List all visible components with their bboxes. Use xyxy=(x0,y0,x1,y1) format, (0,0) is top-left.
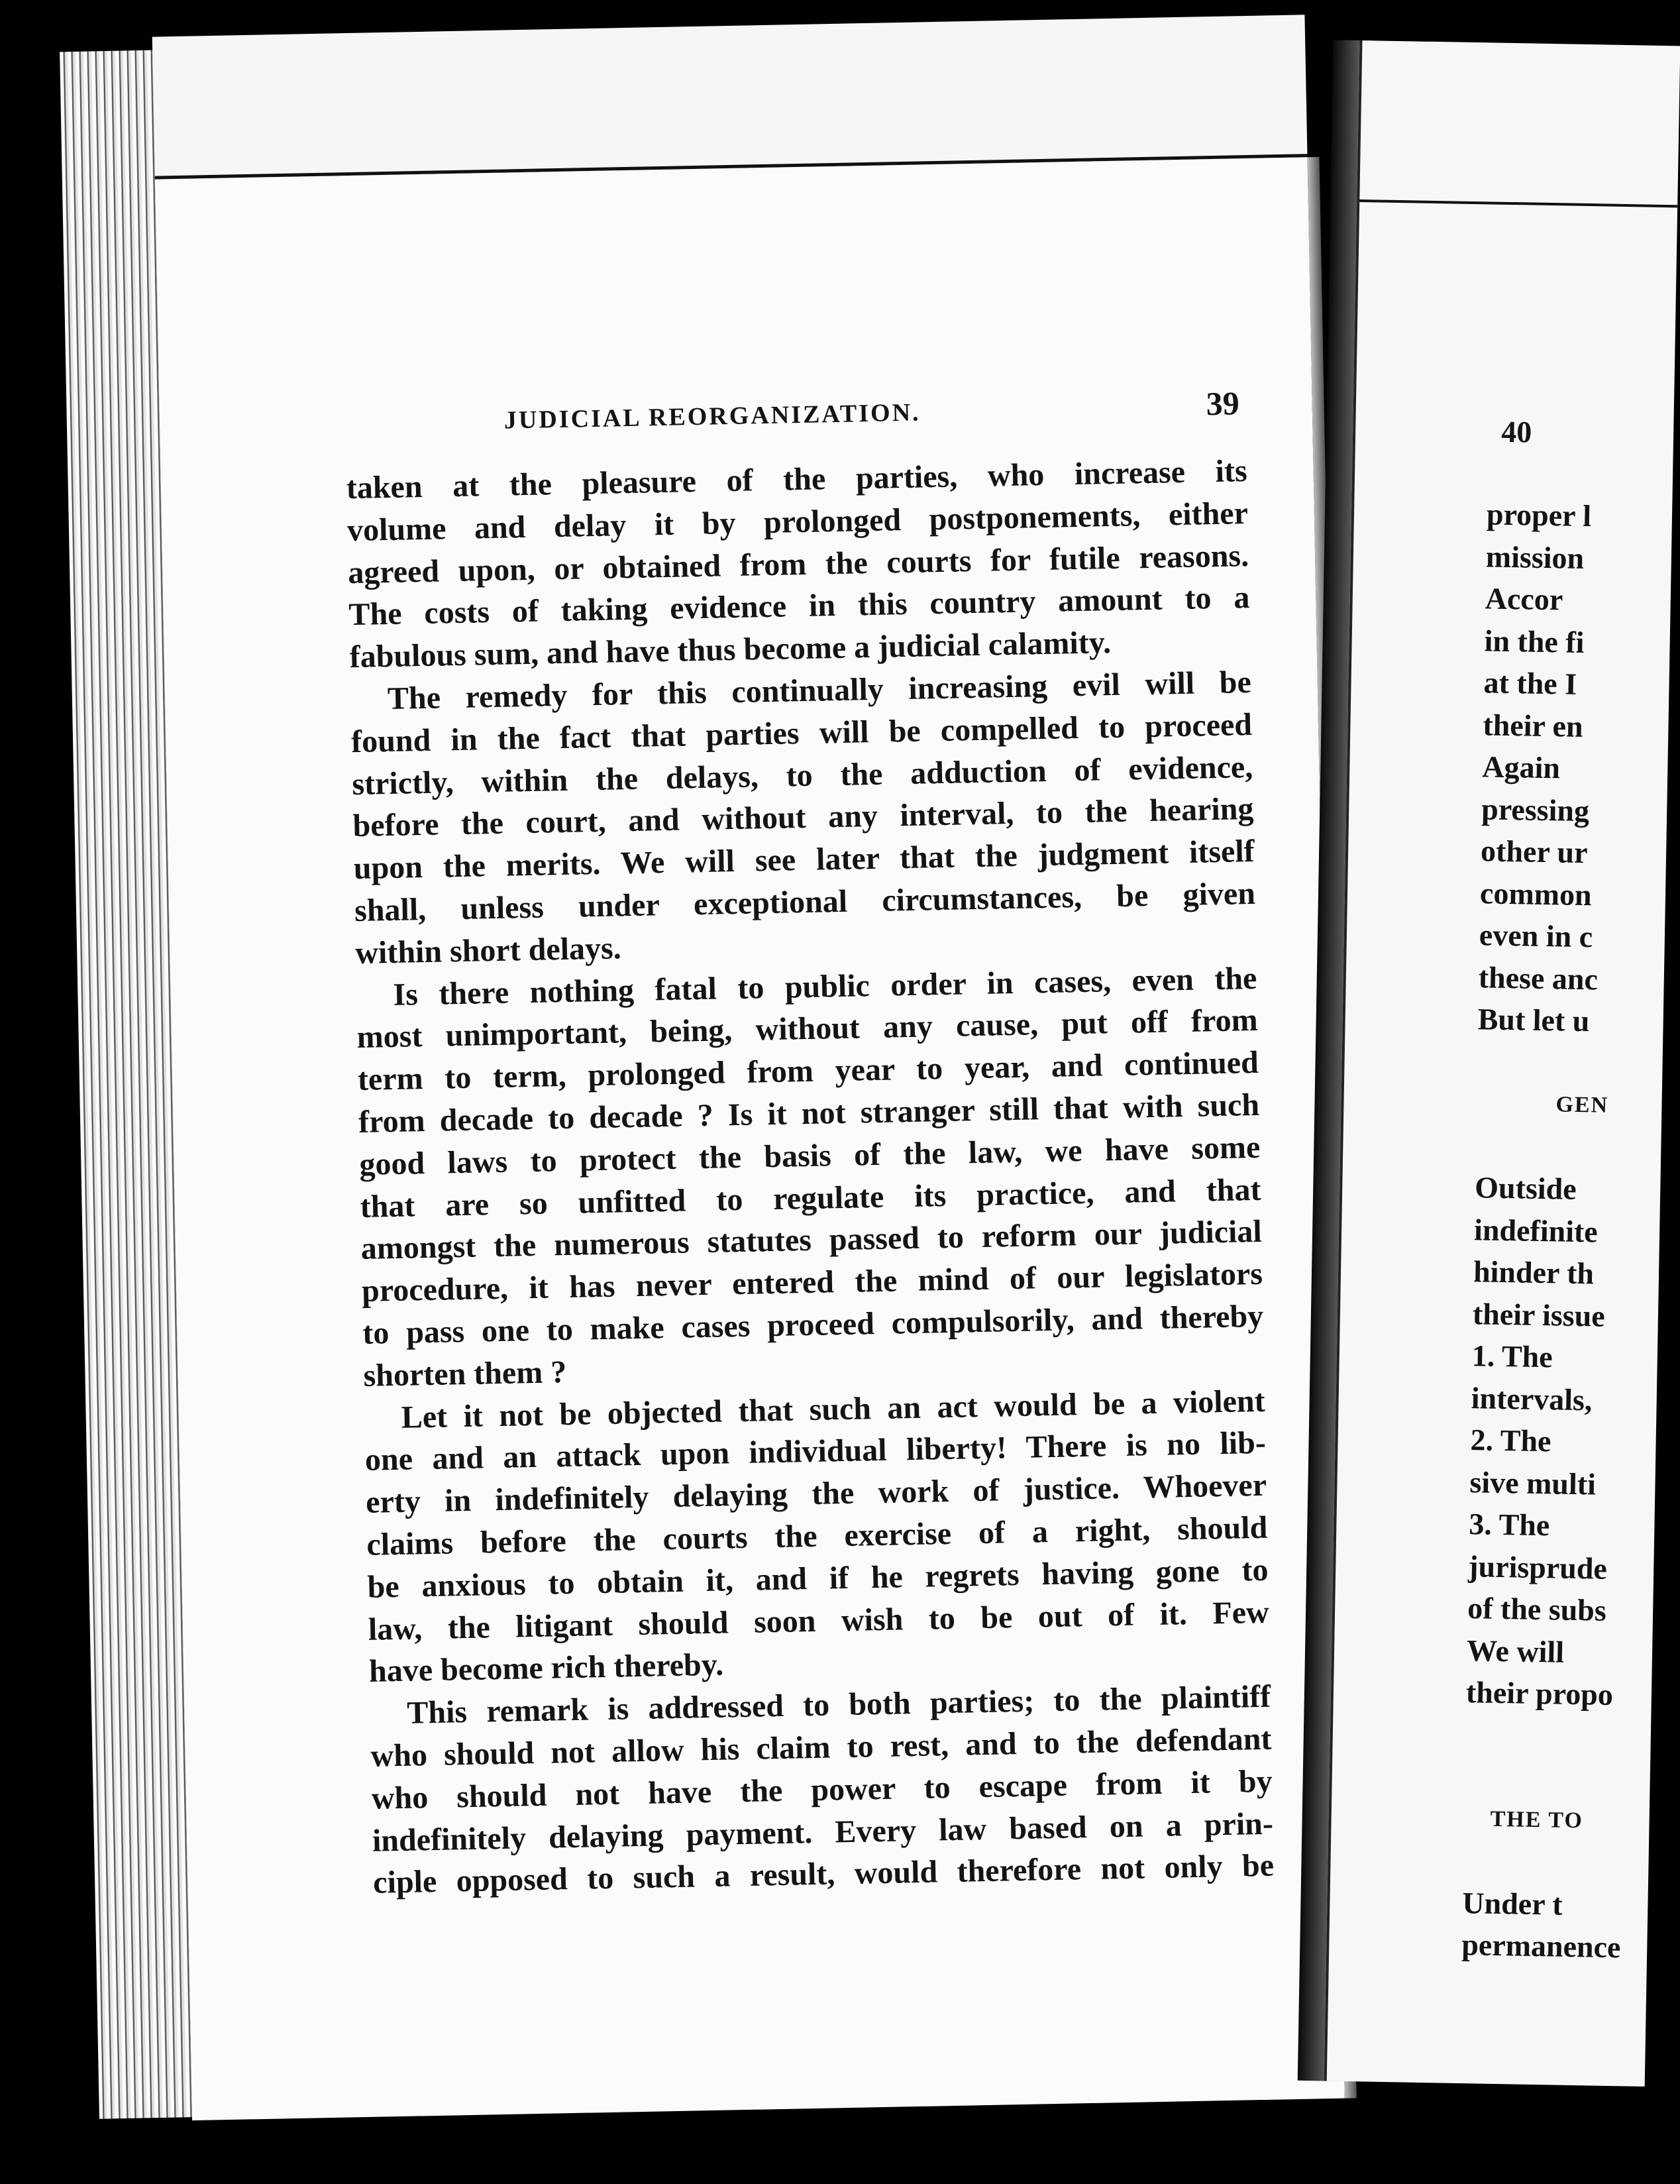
right-page-number: 40 xyxy=(1500,414,1532,449)
text-line: Under t xyxy=(1462,1885,1563,1922)
section-heading: GEN xyxy=(1555,1092,1609,1118)
running-head xyxy=(159,382,1312,451)
text-line: Outside xyxy=(1474,1170,1577,1206)
text-line: term to term, prolonged from year to year, and continued xyxy=(357,1045,1259,1098)
text-line: permanence xyxy=(1461,1928,1621,1965)
right-body-text xyxy=(1461,493,1673,1969)
text-line: sive multi xyxy=(1469,1464,1597,1501)
text-line: Accor xyxy=(1485,581,1563,617)
text-line: have become rich thereby. xyxy=(368,1647,724,1690)
line-spacer xyxy=(1463,1839,1649,1884)
text-line: one and an attack upon individual liberty! There is no lib- xyxy=(364,1425,1267,1478)
text-line: 1. The xyxy=(1471,1338,1553,1374)
text-line: agreed upon, or obtained from the courts for futile reasons. xyxy=(347,537,1249,590)
text-line: to pass one to make cases proceed compulsorily, and thereby xyxy=(362,1298,1264,1351)
text-line: that are so unfitted to regulate its practice, and that xyxy=(360,1172,1261,1225)
text-line: jurisprude xyxy=(1467,1549,1608,1586)
text-line: Let it not be objected that such an act would be a violent xyxy=(401,1383,1266,1435)
top-slip xyxy=(152,15,1308,179)
text-line: 2. The xyxy=(1470,1423,1551,1458)
text-line: claims before the courts the exercise of a right, should xyxy=(366,1509,1268,1562)
text-line: at the I xyxy=(1483,665,1577,701)
text-line: these anc xyxy=(1478,959,1599,996)
text-line: law, the litigant should soon wish to be out of it. Few xyxy=(368,1594,1270,1647)
text-line: shorten them ? xyxy=(363,1354,567,1393)
text-line: amongst the numerous statutes passed to reform our judicial xyxy=(360,1214,1263,1267)
body-text xyxy=(346,450,1274,1904)
text-line: This remark is addressed to both parties; to the plaintiff xyxy=(406,1678,1271,1731)
left-page-sheet xyxy=(60,15,1345,2139)
section-heading: THE TO xyxy=(1490,1806,1584,1833)
text-line: The costs of taking evidence in this country amount to a xyxy=(348,580,1250,633)
text-line: taken at the pleasure of the parties, who increase its xyxy=(346,453,1248,506)
text-line: volume and delay it by prolonged postponements, either xyxy=(346,495,1249,548)
right-page xyxy=(1324,40,1680,2087)
text-line: before the court, and without any interval, to the hearing xyxy=(352,791,1254,844)
text-line: But let u xyxy=(1477,1002,1590,1038)
text-line: their propo xyxy=(1465,1675,1614,1712)
line-spacer xyxy=(1475,1124,1661,1170)
text-line: procedure, it has never entered the mind of our legislators xyxy=(361,1256,1263,1309)
text-line: mission xyxy=(1485,539,1585,575)
text-line: upon the merits. We will see later that the judgment itself xyxy=(353,834,1255,887)
text-line: be anxious to obtain it, and if he regrets having gone to xyxy=(367,1552,1269,1605)
text-line: even in c xyxy=(1479,918,1593,954)
text-line: their en xyxy=(1483,707,1584,743)
text-line: intervals, xyxy=(1471,1380,1593,1417)
text-line: fabulous sum, and have thus become a judicial calamity. xyxy=(349,625,1112,675)
running-title: JUDICIAL REORGANIZATION. xyxy=(503,398,921,435)
text-line: The remedy for this continually increasing evil will be xyxy=(387,664,1252,716)
line-spacer xyxy=(1464,1755,1650,1800)
text-line: from decade to decade ? Is it not stranger still that with such xyxy=(358,1087,1260,1140)
text-line: good laws to protect the basis of the law, we have some xyxy=(358,1129,1261,1182)
text-line: erty in indefinitely delaying the work of justice. Whoever xyxy=(365,1467,1267,1520)
text-line: pressing xyxy=(1481,791,1590,828)
right-page-sheet xyxy=(1297,40,1678,2133)
text-line: strictly, within the delays, to the adduction of evidence, xyxy=(351,749,1253,802)
line-spacer xyxy=(1465,1714,1651,1759)
text-line: hinder th xyxy=(1473,1254,1595,1291)
text-line: ciple opposed to such a result, would therefore not only be xyxy=(372,1847,1275,1901)
text-line: indefinitely delaying payment. Every law based on a prin- xyxy=(372,1806,1274,1859)
line-spacer xyxy=(1477,1040,1663,1085)
page-number: 39 xyxy=(1206,384,1240,423)
text-line: We will xyxy=(1466,1633,1565,1669)
text-line: their issue xyxy=(1472,1296,1606,1333)
text-line: most unimportant, being, without any cause, put off from xyxy=(356,1003,1259,1056)
text-line: indefinite xyxy=(1473,1212,1599,1248)
top-rule xyxy=(1359,199,1677,207)
text-line: of the subs xyxy=(1467,1591,1607,1627)
text-line: in the fi xyxy=(1484,623,1585,659)
text-line: within short delays. xyxy=(354,930,622,971)
text-line: 3. The xyxy=(1468,1507,1550,1543)
text-line: other ur xyxy=(1480,834,1588,870)
text-line: proper l xyxy=(1486,497,1592,533)
text-line: Again xyxy=(1481,749,1561,785)
text-line: shall, unless under exceptional circumstances, be given xyxy=(354,875,1256,928)
left-page xyxy=(155,157,1345,2120)
text-line: common xyxy=(1479,875,1593,912)
text-line: who should not have the power to escape from it by xyxy=(371,1763,1273,1816)
text-line: Is there nothing fatal to public order in cases, even the xyxy=(393,960,1257,1012)
text-line: found in the fact that parties will be compelled to proceed xyxy=(350,706,1253,759)
text-line: who should not allow his claim to rest, and to the defendant xyxy=(370,1721,1272,1774)
